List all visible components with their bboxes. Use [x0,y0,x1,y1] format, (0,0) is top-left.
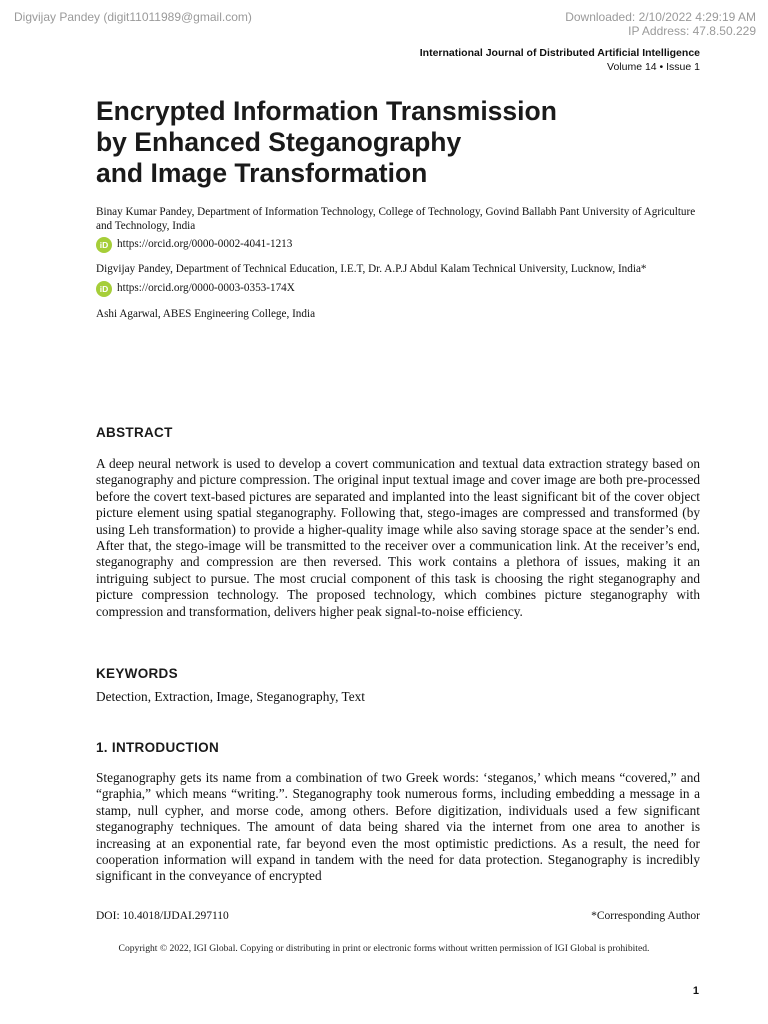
introduction-text: Steganography gets its name from a combination of two Greek words: ‘steganos,’ which means “covered,” and “graphia,” which means “writing.”. Steganography took numerous forms, including embedding a message in a stamp, null cypher, and morse code, among others. Before digitization, individuals used a few significant steganography techniques. The amount of data being shared via the internet from one area to another is increasing at an exponential rate, far beyond even the most optimistic predictions. As a result, the need for cooperation information will expand in tandem with the need for data protection. Steganography is incredibly significant in the conveyance of encrypted [96,770,700,884]
title-line: and Image Transformation [96,158,428,188]
journal-header [420,46,700,74]
author-affiliation: Ashi Agarwal, ABES Engineering College, India [96,307,316,320]
author-affiliation: Binay Kumar Pandey, Department of Information Technology, College of Technology, Govind Ballabh Pant University of Agriculture and Technology, India [96,206,696,232]
orcid-link-row[interactable] [96,237,701,253]
title-line: by Enhanced Steganography [96,127,462,157]
author-block [96,206,701,253]
author-block [96,308,701,322]
download-watermark-info [565,10,756,38]
page-number: 1 [692,985,699,997]
abstract-text: A deep neural network is used to develop a covert communication and textual data extraction strategy based on steganography and picture compression. The original input textual image and cover image are both pre-processed before the covert text-based pictures are separated and implanted into the least significant bit of the cover object picture element using spatial steganography. Following that, stego-images are compressed and transformed (by using Leh transformation) to provide a higher-quality image while also saving storage space at the sender’s end. After that, the stego-image will be transmitted to the receiver over a communication link. At the receiver’s end, steganography and compression are then reversed. This work contains a plethora of issues, making it an intriguing subject to pursue. The most crucial component of this task is choosing the right steganography and picture compression technology. The proposed technology, which combines picture steganography with compression and transformation, delivers higher peak signal-to-noise efficiency. [96,456,700,619]
paper-title [96,96,696,189]
ip-address: IP Address: 47.8.50.229 [628,24,756,38]
download-watermark-user: Digvijay Pandey (digit11011989@gmail.com) [14,10,252,24]
corresponding-author-note: *Corresponding Author [591,910,700,922]
footer-row [96,910,700,922]
orcid-link[interactable]: https://orcid.org/0000-0002-4041-1213 [117,238,293,251]
doi[interactable]: DOI: 10.4018/IJDAI.297110 [96,910,229,922]
author-list [96,206,701,321]
orcid-icon: iD [96,281,112,297]
author-affiliation: Digvijay Pandey, Department of Technical Education, I.E.T, Dr. A.P.J Abdul Kalam Technical University, Lucknow, India* [96,263,647,275]
journal-name: International Journal of Distributed Artificial Intelligence [419,47,700,59]
abstract-heading: ABSTRACT [96,425,173,440]
author-block [96,263,701,297]
downloaded-timestamp: Downloaded: 2/10/2022 4:29:19 AM [565,10,756,24]
keywords-heading: KEYWORDS [96,666,178,681]
copyright-notice: Copyright © 2022, IGI Global. Copying or distributing in print or electronic forms without written permission of IGI Global is prohibited. [118,943,650,954]
orcid-link-row[interactable] [96,281,701,297]
orcid-link[interactable]: https://orcid.org/0000-0003-0353-174X [117,281,295,294]
journal-volume: Volume 14 • Issue 1 [607,61,700,73]
title-line: Encrypted Information Transmission [96,96,557,126]
introduction-heading: 1. INTRODUCTION [96,740,220,755]
orcid-icon: iD [96,237,112,253]
keywords-text: Detection, Extraction, Image, Steganography, Text [96,689,365,704]
